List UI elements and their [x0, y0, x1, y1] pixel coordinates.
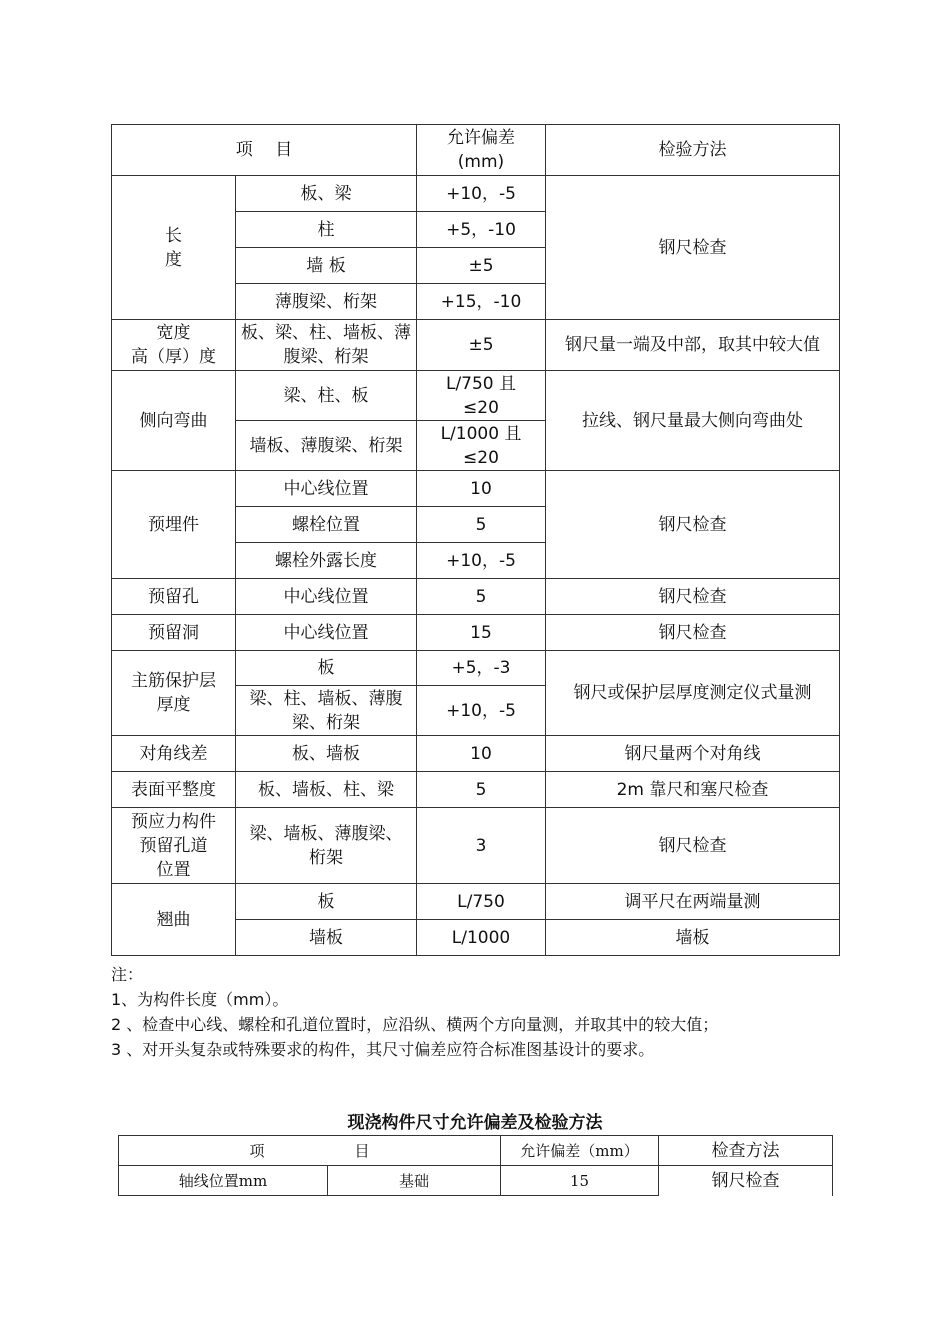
header-tolerance: 允许偏差 (mm) — [417, 125, 546, 176]
sub-cell: 板、墙板 — [236, 736, 417, 772]
t2-tol-cell: 15 — [501, 1166, 659, 1196]
t2-header-tolerance: 允许偏差（mm） — [501, 1136, 659, 1166]
method-cell: 钢尺检查 — [546, 615, 840, 651]
sub-cell: 螺栓外露长度 — [236, 543, 417, 579]
tol-cell: ±5 — [417, 248, 546, 284]
group-warp: 翘曲 — [112, 884, 236, 956]
sub-cell: 墙 板 — [236, 248, 417, 284]
header-method: 检验方法 — [546, 125, 840, 176]
method-cell: 钢尺检查 — [546, 579, 840, 615]
sub-cell: 梁、墙板、薄腹梁、 桁架 — [236, 808, 417, 884]
group-duct: 预应力构件 预留孔道 位置 — [112, 808, 236, 884]
sub-cell: 墙板 — [236, 920, 417, 956]
tol-cell: 5 — [417, 507, 546, 543]
table2-title: 现浇构件尺寸允许偏差及检验方法 — [347, 1113, 603, 1133]
notes-title: 注： — [111, 965, 144, 984]
sub-cell: 板、墙板、柱、梁 — [236, 772, 417, 808]
header-item: 项 目 — [112, 125, 417, 176]
note-item: 1、为构件长度（mm）。 — [111, 990, 289, 1009]
sub-cell: 柱 — [236, 212, 417, 248]
note-item: 2 、检查中心线、螺栓和孔道位置时，应沿纵、横两个方向量测，并取其中的较大值； — [111, 1015, 719, 1034]
method-cell: 墙板 — [546, 920, 840, 956]
group-bend: 侧向弯曲 — [112, 371, 236, 471]
group-width: 宽度 高（厚）度 — [112, 320, 236, 371]
tol-cell: ±5 — [417, 320, 546, 371]
tol-cell: 3 — [417, 808, 546, 884]
method-cell: 调平尺在两端量测 — [546, 884, 840, 920]
group-hole: 预留孔 — [112, 579, 236, 615]
method-cell: 钢尺或保护层厚度测定仪式量测 — [546, 651, 840, 736]
t2-header-item: 项 目 — [119, 1136, 501, 1166]
group-flat: 表面平整度 — [112, 772, 236, 808]
sub-cell: 板 — [236, 651, 417, 686]
method-cell: 钢尺量一端及中部，取其中较大值 — [546, 320, 840, 371]
sub-cell: 板、梁、柱、墙板、薄腹梁、桁架 — [236, 320, 417, 371]
tol-cell: 10 — [417, 736, 546, 772]
tol-cell: +10，-5 — [417, 176, 546, 212]
sub-cell: 薄腹梁、桁架 — [236, 284, 417, 320]
cast-in-place-table — [118, 1135, 833, 1196]
tol-cell: L/1000 且 ≤20 — [417, 421, 546, 471]
tol-cell: +10，-5 — [417, 543, 546, 579]
sub-cell: 板 — [236, 884, 417, 920]
method-cell: 2m 靠尺和塞尺检查 — [546, 772, 840, 808]
tol-cell: +15，-10 — [417, 284, 546, 320]
method-cell: 钢尺检查 — [546, 808, 840, 884]
tol-cell: 10 — [417, 471, 546, 507]
tol-cell: L/1000 — [417, 920, 546, 956]
sub-cell: 板、梁 — [236, 176, 417, 212]
notes — [111, 962, 851, 1062]
tol-cell: 5 — [417, 772, 546, 808]
method-cell: 钢尺量两个对角线 — [546, 736, 840, 772]
t2-header-method: 检查方法 — [659, 1136, 833, 1166]
group-cover: 主筋保护层 厚度 — [112, 651, 236, 736]
tol-cell: 5 — [417, 579, 546, 615]
sub-cell: 中心线位置 — [236, 579, 417, 615]
t2-sub-cell: 基础 — [328, 1166, 501, 1196]
group-diag: 对角线差 — [112, 736, 236, 772]
method-cell: 钢尺检查 — [546, 176, 840, 320]
tol-cell: +5，-3 — [417, 651, 546, 686]
sub-cell: 中心线位置 — [236, 471, 417, 507]
tol-cell: 15 — [417, 615, 546, 651]
method-cell: 拉线、钢尺量最大侧向弯曲处 — [546, 371, 840, 471]
sub-cell: 梁、柱、墙板、薄腹 梁、桁架 — [236, 686, 417, 736]
sub-cell: 梁、柱、板 — [236, 371, 417, 421]
sub-cell: 螺栓位置 — [236, 507, 417, 543]
tol-cell: +5，-10 — [417, 212, 546, 248]
method-cell: 钢尺检查 — [546, 471, 840, 579]
sub-cell: 中心线位置 — [236, 615, 417, 651]
t2-item-cell: 轴线位置mm — [119, 1166, 328, 1196]
tol-cell: +10，-5 — [417, 686, 546, 736]
note-item: 3 、对开头复杂或特殊要求的构件，其尺寸偏差应符合标准图基设计的要求。 — [111, 1040, 655, 1059]
tolerance-table — [111, 124, 840, 956]
tol-cell: L/750 且 ≤20 — [417, 371, 546, 421]
group-length: 长 度 — [112, 176, 236, 320]
tol-cell: L/750 — [417, 884, 546, 920]
sub-cell: 墙板、薄腹梁、桁架 — [236, 421, 417, 471]
group-opening: 预留洞 — [112, 615, 236, 651]
t2-method-cell: 钢尺检查 — [659, 1166, 833, 1196]
group-embed: 预埋件 — [112, 471, 236, 579]
